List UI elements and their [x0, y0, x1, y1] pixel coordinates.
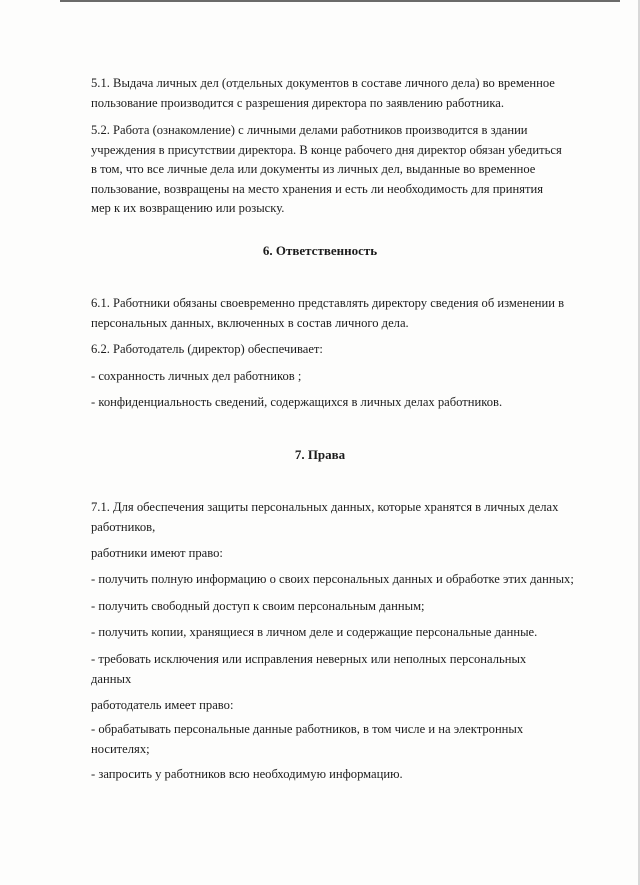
employee-right-item: - требовать исключения или исправления неверных или неполных персональных данных [91, 652, 527, 686]
employer-rights-intro: работодатель имеет право: [91, 698, 234, 712]
section-7-heading: 7. Права [294, 447, 346, 462]
list-item-6-a: - сохранность личных дел работников ; [91, 369, 302, 383]
employees-rights-intro: работники имеют право: [91, 546, 223, 560]
employee-right-item: - получить копии, хранящиеся в личном деле и содержащие персональные данные. [91, 625, 538, 639]
scan-edge-top [60, 0, 620, 2]
employee-right-item: - получить полную информацию о своих персональных данных и обработке этих данных; [91, 572, 574, 586]
paragraph-5-2: 5.2. Работа (ознакомление) с личными делами работников производится в здании учреждения в присутствии директора. В конце рабочего дня директор обязан убедиться в том, что все личные дела или документы из личных дел, выданные во временное пользование, возвращены на место хранения и есть ли необходимость для принятия мер к их возвращению или розыску. [91, 123, 562, 215]
paragraph-6-1: 6.1. Работники обязаны своевременно представлять директору сведения об изменении в персональных данных, включенных в состав личного дела. [91, 296, 565, 330]
employer-right-item: - запросить у работников всю необходимую информацию. [91, 767, 403, 781]
employee-right-item: - получить свободный доступ к своим персональным данным; [91, 599, 425, 613]
employer-right-item: - обрабатывать персональные данные работников, в том числе и на электронных носителях; [91, 722, 524, 756]
section-6-heading: 6. Ответственность [262, 243, 378, 258]
paragraph-5-1: 5.1. Выдача личных дел (отдельных документов в составе личного дела) во временное пользование производится с разрешения директора по заявлению работника. [91, 76, 555, 110]
paragraph-7-1: 7.1. Для обеспечения защиты персональных данных, которые хранятся в личных делах работников, [91, 500, 559, 534]
list-item-6-b: - конфиденциальность сведений, содержащихся в личных делах работников. [91, 395, 503, 409]
paragraph-6-2: 6.2. Работодатель (директор) обеспечивает: [91, 342, 323, 356]
